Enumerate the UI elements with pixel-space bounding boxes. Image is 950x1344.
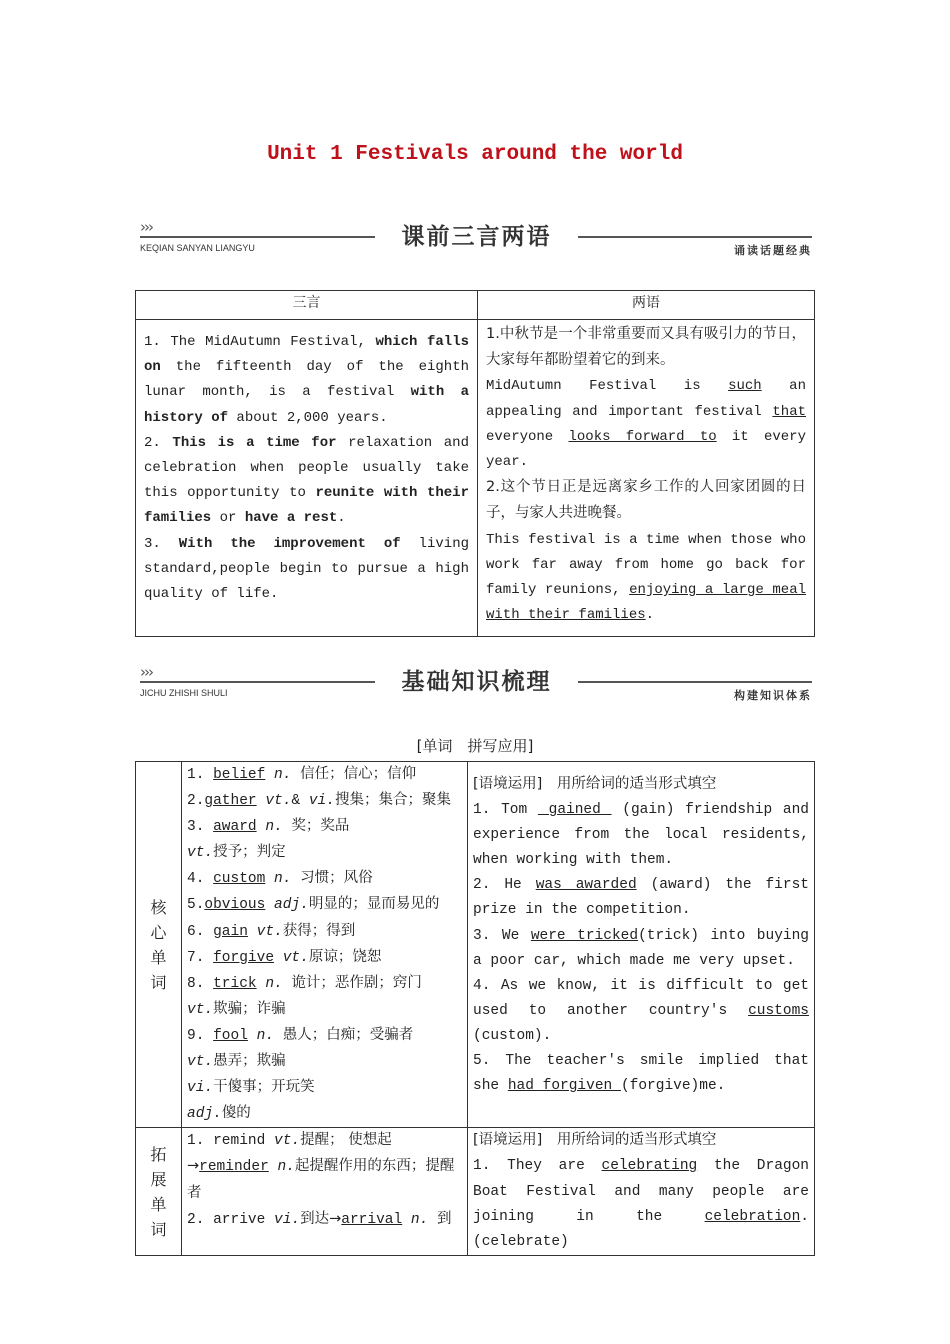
- banner-heading: 课前三言两语: [401, 224, 552, 250]
- arrows-icon: ›››: [140, 218, 152, 236]
- header-left: 三言: [136, 291, 478, 320]
- page-title: Unit 1 Festivals around the world: [267, 143, 683, 166]
- divider: [578, 681, 812, 683]
- arrows-icon: ›››: [140, 663, 152, 681]
- divider: [140, 236, 375, 238]
- ext-words-list: 1. remind vt.提醒； 使想起→reminder n.起提醒作用的东西；提醒者 2. arrive vi.到达→arrival n. 到: [182, 1128, 468, 1255]
- intro-table: [135, 290, 815, 637]
- core-words-label: 核 心 单 词: [136, 762, 182, 1128]
- banner-tag: 诵读话题经典: [734, 244, 812, 257]
- banner-heading: 基础知识梳理: [401, 669, 552, 695]
- subheading: [单词 拼写应用]: [416, 737, 534, 755]
- banner-pinyin: JICHU ZHISHI SHULI: [140, 688, 228, 698]
- header-right: 两语: [478, 291, 815, 320]
- liangyu-cell: 1.中秋节是一个非常重要而又具有吸引力的节日，大家每年都盼望着它的到来。 MidAutumn Festival is such an appealing and important festival that everyone looks forward to it every year. 2.这个节日正是远离家乡工作的人回家团圆的日子，与家人共进晚餐。 This festival is a time when those who work far away from home go back for family reunions, enjoying a large meal with their families.: [478, 320, 815, 637]
- vocab-table: [135, 761, 815, 1256]
- banner-tag: 构建知识体系: [734, 689, 812, 702]
- divider: [140, 681, 375, 683]
- section-banner-jichu: [140, 663, 812, 703]
- core-exercise: [语境运用] 用所给词的适当形式填空 1. Tom gained (gain) friendship and experience from the local residents, when working with them. 2. He was awarded (award) the first prize in the competition. 3. We were tricked(trick) into buying a poor car, which made me very upset. 4. As we know, it is difficult to get used to another country's customs (custom). 5. The teacher's smile implied that she had forgiven (forgive)me.: [468, 762, 815, 1128]
- ext-words-label: 拓 展 单 词: [136, 1128, 182, 1255]
- ext-exercise: [语境运用] 用所给词的适当形式填空 1. They are celebrating the Dragon Boat Festival and many people are joining in the celebration. (celebrate): [468, 1128, 815, 1255]
- sanyan-cell: 1. The MidAutumn Festival, which falls on the fifteenth day of the eighth lunar month, is a festival with a history of about 2,000 years. 2. This is a time for relaxation and celebration when people usually take this opportunity to reunite with their families or have a rest. 3. With the improvement of living standard,people begin to pursue a high quality of life.: [136, 320, 478, 637]
- divider: [578, 236, 812, 238]
- banner-pinyin: KEQIAN SANYAN LIANGYU: [140, 243, 255, 253]
- core-words-list: 1. belief n. 信任；信心；信仰 2.gather vt.& vi.搜集；集合；聚集 3. award n. 奖；奖品 vt.授予；判定 4. custom n. 习惯；风俗 5.obvious adj.明显的；显而易见的 6. gain vt.获得；得到 7. forgive vt.原谅；饶恕 8. trick n. 诡计；恶作剧；窍门 vt.欺骗；诈骗 9. fool n. 愚人；白痴；受骗者 vt.愚弄；欺骗 vi.干傻事；开玩笑 adj.傻的: [182, 762, 468, 1128]
- section-banner-keqian: [140, 218, 812, 258]
